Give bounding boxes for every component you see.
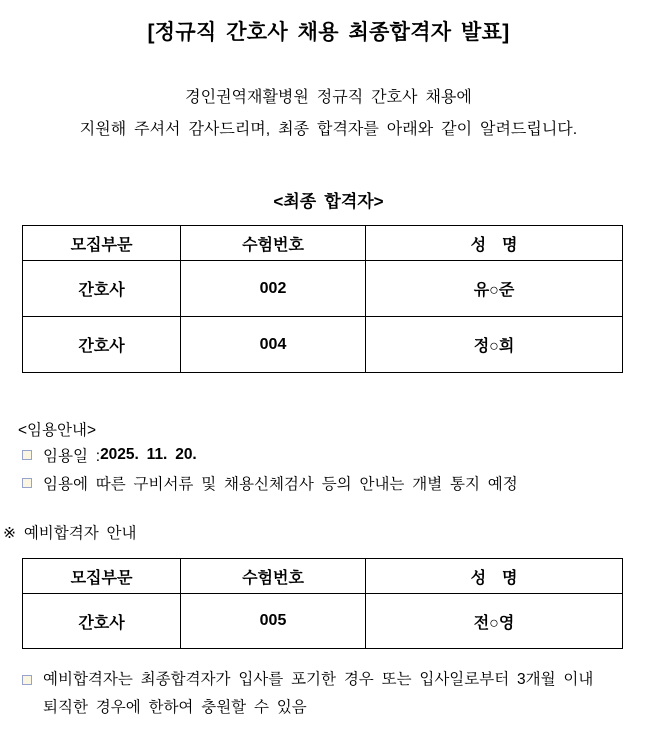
table-header-row [23,559,623,594]
table-row [23,317,623,373]
appointment-notice-text: 임용에 따른 구비서류 및 채용신체검사 등의 안내는 개별 통지 예정 [43,476,518,493]
column-header-name: 성 명 [366,226,623,261]
reserve-note-text [43,666,593,722]
square-bullet-icon [22,478,32,488]
intro-text-line-1: 경인권역재활병원 정규직 간호사 채용에 [185,89,472,106]
appointment-date-item [22,444,197,466]
cell-recruit-field: 간호사 [23,317,181,373]
reserve-note-line-1: 예비합격자는 최종합격자가 입사를 포기한 경우 또는 입사일로부터 3개월 이내 [43,671,594,688]
appointment-date-value: 2025. 11. 20. [100,446,197,463]
appointment-notice-item [22,472,518,494]
square-bullet-icon [22,675,32,685]
table-header-row [23,226,623,261]
table-row [23,594,623,649]
column-header-exam-number: 수험번호 [181,559,366,594]
cell-name: 유○준 [366,261,623,317]
reserve-note-item [22,666,650,722]
table-row [23,261,623,317]
cell-recruit-field: 간호사 [23,261,181,317]
column-header-recruit-field: 모집부문 [23,559,181,594]
reserve-note-line-2: 퇴직한 경우에 한하여 충원할 수 있음 [43,699,307,716]
final-passers-table [22,225,623,373]
final-passers-heading: <최종 합격자> [273,192,384,211]
reserve-passers-heading: ※ 예비합격자 안내 [3,525,137,542]
cell-exam-number: 004 [181,317,366,373]
page-title: [정규직 간호사 채용 최종합격자 발표] [147,21,510,44]
square-bullet-icon [22,450,32,460]
reserve-passers-table [22,558,623,649]
cell-exam-number: 005 [181,594,366,649]
cell-recruit-field: 간호사 [23,594,181,649]
column-header-name: 성 명 [366,559,623,594]
intro-text-line-2: 지원해 주셔서 감사드리며, 최종 합격자를 아래와 같이 알려드립니다. [79,121,578,138]
appointment-guide-heading: <임용안내> [18,422,96,439]
appointment-date-label: 임용일 : [43,448,101,465]
column-header-recruit-field: 모집부문 [23,226,181,261]
column-header-exam-number: 수험번호 [181,226,366,261]
cell-name: 정○희 [366,317,623,373]
cell-name: 전○영 [366,594,623,649]
cell-exam-number: 002 [181,261,366,317]
